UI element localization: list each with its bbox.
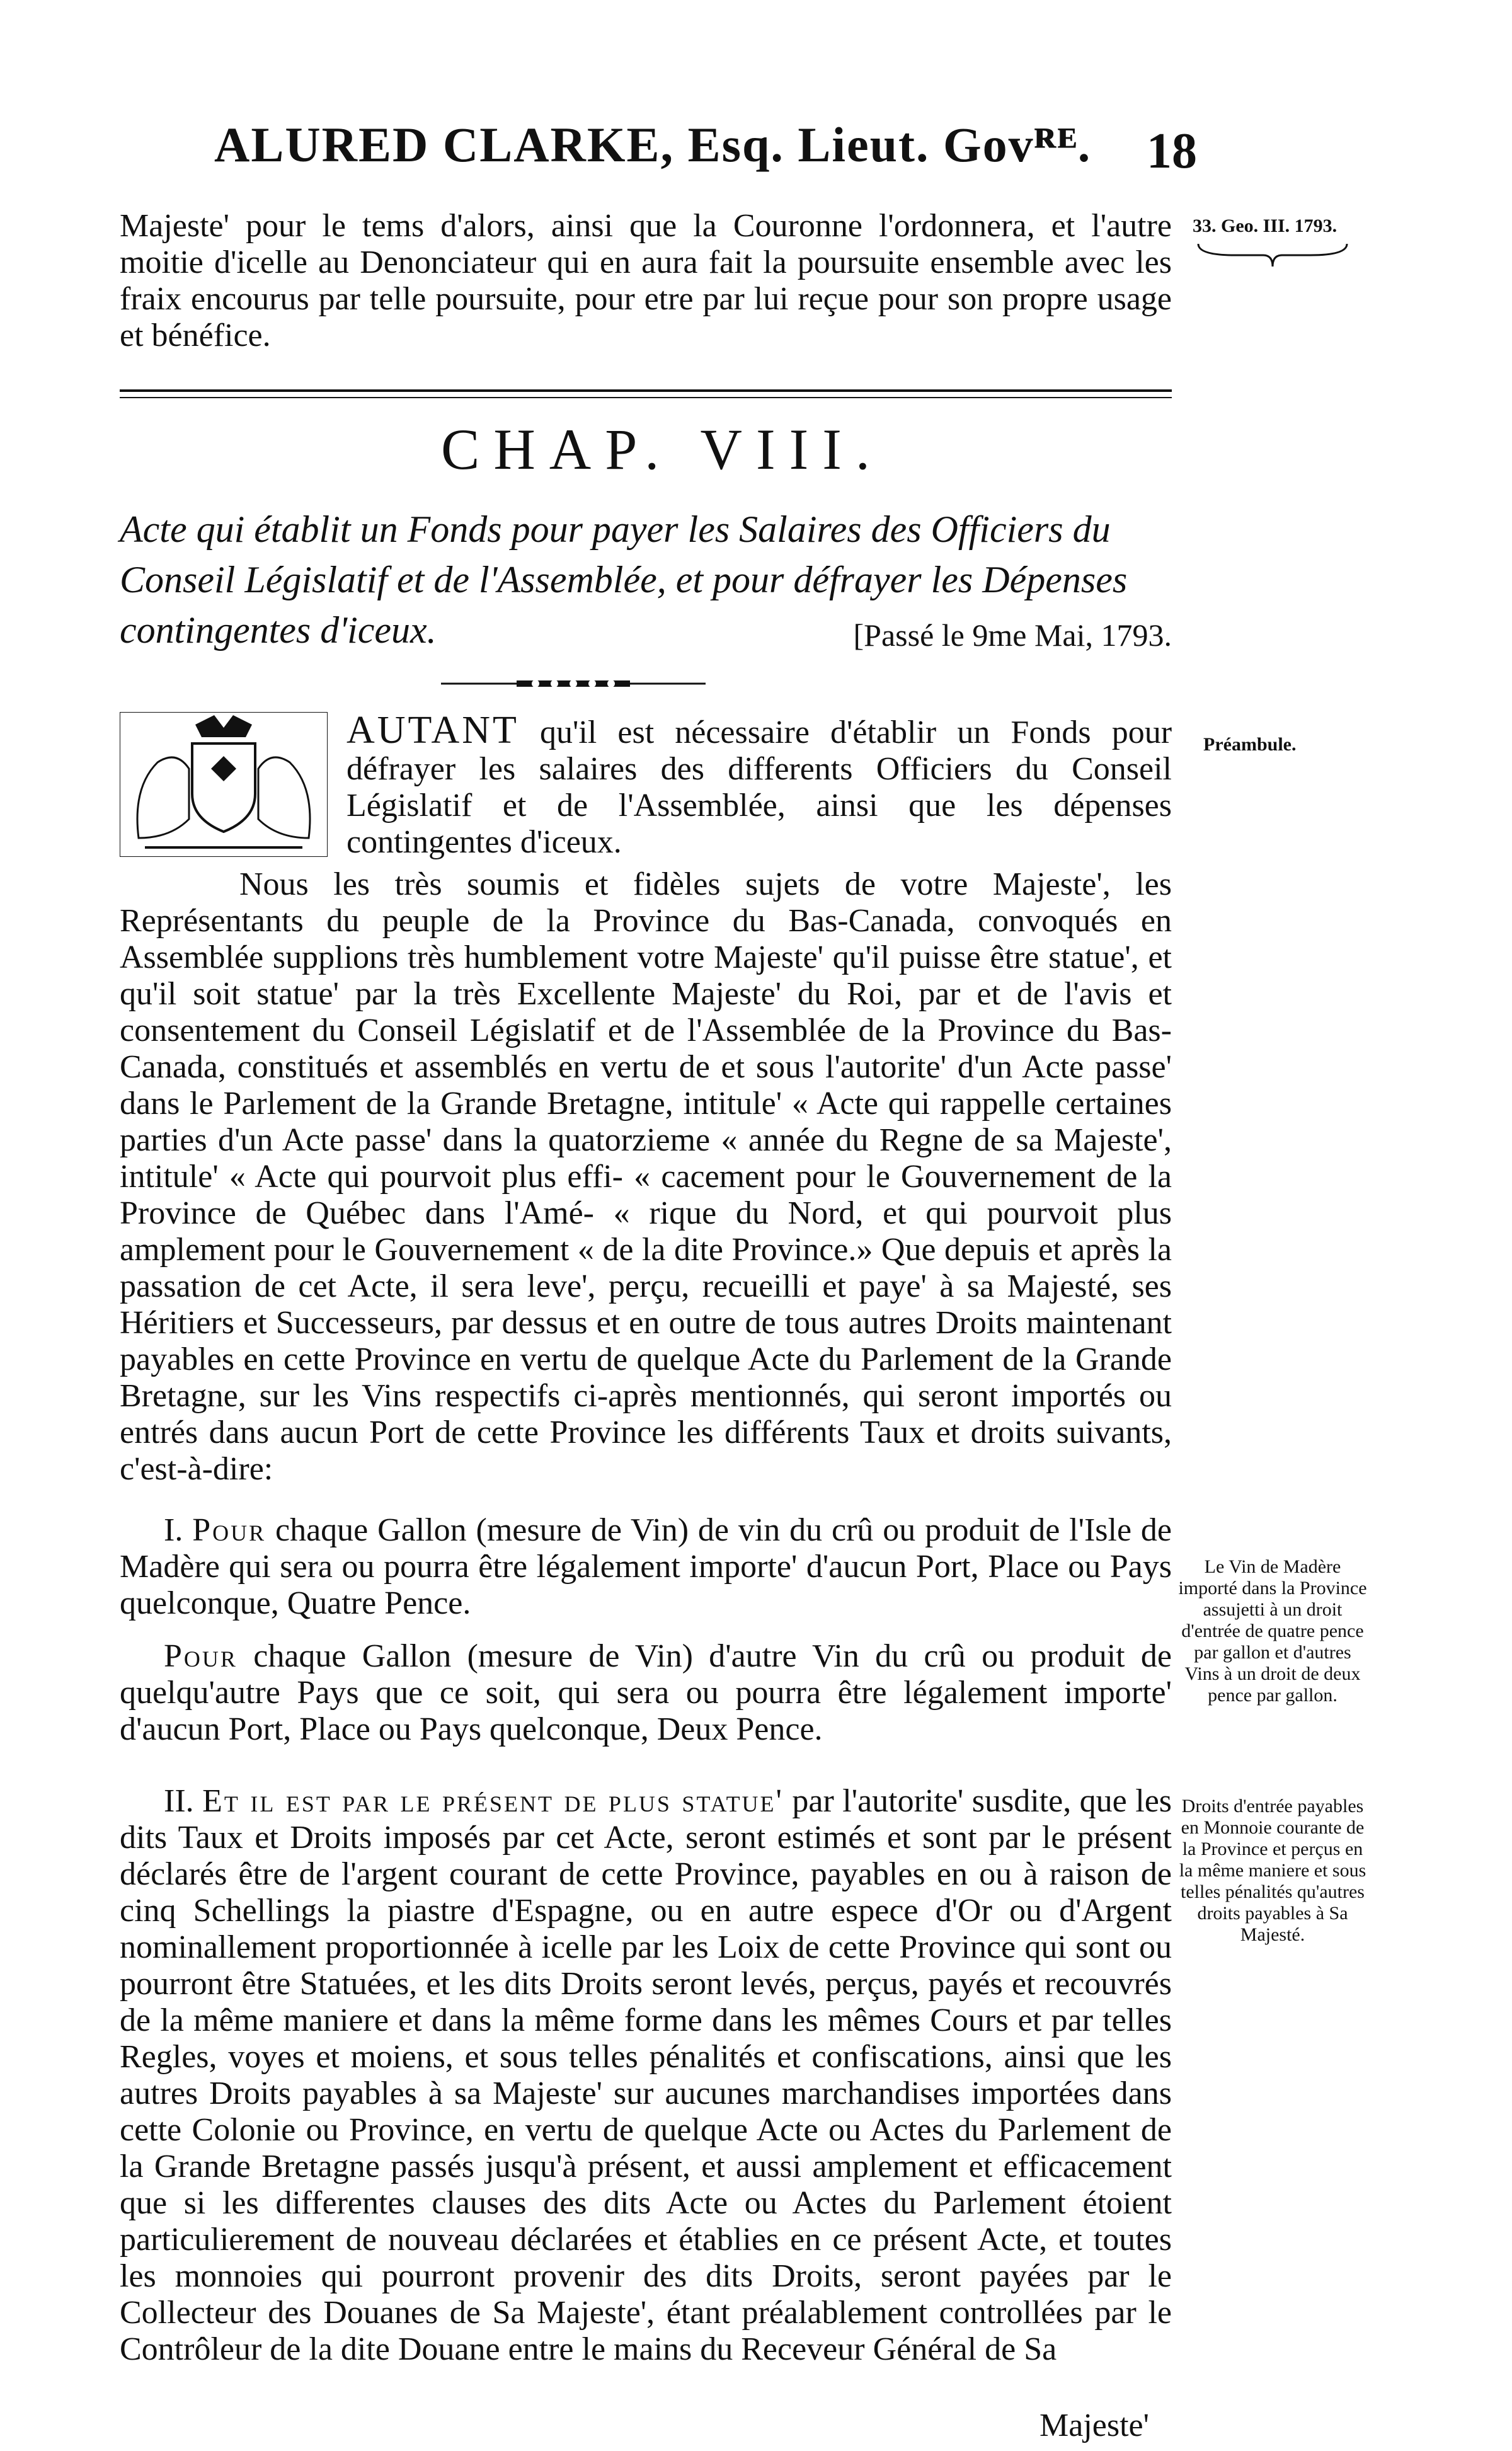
royal-arms-emblem <box>120 712 328 857</box>
brace-ornament <box>1197 243 1348 268</box>
section-rule-thin <box>120 397 1172 398</box>
margin-note-preamble: Préambule. <box>1203 734 1297 755</box>
enacting-clause: Nous les très soumis et fidèles sujets de votre Majeste', les Représentants du peuple de la Province du Bas-Canada, convoqués en Assemblée supplions très humblement votre Majeste' qu'il puisse être statue', et qu'il soit statue' par la très Excellente Majeste' du Roi, par et de l'avis et consentement du Conseil Législatif et de l'Assemblée de la Province du Bas-Canada, constitués et assemblés en vertu de et sous l'autorite' d'un Acte passe' dans le Parlement de la Grande Bretagne, intitule' « Acte qui rappelle certaines parties d'un Acte passe' dans la quatorzieme « année du Regne de sa Majeste', intitule' « Acte qui pourvoit plus effi- « cacement pour le Gouvernement de la Province de Québec dans l'Amé- « rique du Nord, et qui pourvoit plus amplement pour le Gouvernement « de la dite Province.» Que depuis et après la passation de cet Acte, il sera leve', perçu, recueilli et paye' à sa Majesté, ses Héritiers et Successeurs, par dessus et en outre de tous autres Droits maintenant payables en cette Province en vertu de quelque Acte du Parlement de la Grande Bretagne, sur les Vins respectifs ci-après mentionnés, qui seront importés ou entrés dans aucun Port de cette Province les différents Taux et droits suivants, c'est-à-dire: <box>120 866 1172 1487</box>
margin-note-madeira: Le Vin de Madère importé dans la Province assujetti à un droit d'entrée de quatre pence par gallon et d'autres Vins à un droit de deux pence par gallon. <box>1178 1556 1367 1706</box>
section-2-paragraph <box>120 1783 1172 2368</box>
preamble-text: qu'il est nécessaire d'établir un Fonds pour défrayer les salaires des differents Officiers du Conseil Législatif et de l'Assemblée, ainsi que les dépenses contingentes d'iceux. <box>346 715 1172 860</box>
section-1b-opening: Pour <box>164 1638 238 1674</box>
act-title <box>120 504 1172 660</box>
passed-date: [Passé le 9me Mai, 1793. <box>853 617 1172 653</box>
regnal-year-note: 33. Geo. III. 1793. <box>1193 215 1337 236</box>
section-2-numeral: II. <box>164 1783 194 1819</box>
chapter-heading: CHAP. VIII. <box>441 417 884 481</box>
preamble-first-word: AUTANT <box>346 709 519 752</box>
section-1-opening: Pour <box>192 1512 266 1548</box>
ornament-divider <box>441 677 706 690</box>
running-title: ALURED CLARKE, Esq. Lieut. Govᴿᴱ. <box>214 117 1092 172</box>
section-2-text: par l'autorite' susdite, que les dits Taux et Droits imposés par cet Acte, seront estimés et sont par le présent déclarés être de l'argent courant de cette Province, payables en ou à raison de cinq Schellings la piastre d'Espagne, ou en autre espece d'Or ou d'Argent nominallement proportionnée à icelle par les Loix de cette Province qui sont ou pourront être Statuées, et les dits Droits seront levés, perçus, payés et recouvrés de la même maniere et dans la même forme dans les mêmes Cours et par telles Regles, voyes et moiens, et sous telles pénalités et confiscations, ainsi que les autres Droits payables à sa Majeste' sur aucunes marchandises importées dans cette Colonie ou Province, en vertu de quelque Acte ou Actes du Parlement de la Grande Bretagne passés jusqu'à présent, et aussi amplement et efficacement que si les differentes clauses des dits Acte ou Actes du Parlement étoient particulierement de nouveau déclarées et établies en ce présent Acte, et toutes les monnoies qui pourront provenir des dits Droits, seront payées par le Collecteur des Douanes de Sa Majeste', étant préalablement controllées par le Contrôleur de la dite Douane entre le mains du Receveur Général de Sa <box>120 1783 1172 2367</box>
section-1-text: chaque Gallon (mesure de Vin) de vin du crû ou produit de l'Isle de Madère qui sera ou pourra être légalement importe' d'aucun Port, Place ou Pays quelconque, Quatre Pence. <box>120 1512 1172 1621</box>
section-1-numeral: I. <box>164 1512 183 1548</box>
page-number: 18 <box>1147 123 1197 179</box>
section-1b-paragraph <box>120 1638 1172 1748</box>
section-2-opening: Et il est par le présent de plus statue' <box>202 1783 784 1819</box>
section-rule <box>120 389 1172 392</box>
margin-note-currency: Droits d'entrée payables en Monnoie courante de la Province et perçus en la même maniere et sous telles pénalités qu'autres droits payables à Sa Majesté. <box>1179 1796 1366 1945</box>
continuation-paragraph: Majeste' pour le tems d'alors, ainsi que la Couronne l'ordonnera, et l'autre moitie d'icelle au Denonciateur qui en aura fait la poursuite ensemble avec les fraix encourus par telle poursuite, pour etre par lui reçue pour son propre usage et bénéfice. <box>120 208 1172 353</box>
catchword: Majeste' <box>1040 2408 1149 2443</box>
section-1-paragraph <box>120 1512 1172 1622</box>
preamble-paragraph <box>346 709 1172 861</box>
section-1b-text: chaque Gallon (mesure de Vin) d'autre Vin du crû ou produit de quelqu'autre Pays que ce soit, qui sera ou pourra être légalement importe' d'aucun Port, Place ou Pays quelconque, Deux Pence. <box>120 1638 1172 1747</box>
act-title-text: Acte qui établit un Fonds pour payer les Salaires des Officiers du Conseil Législatif et de l'Assemblée, et pour défrayer les Dépenses contingentes d'iceux. <box>120 508 1128 651</box>
